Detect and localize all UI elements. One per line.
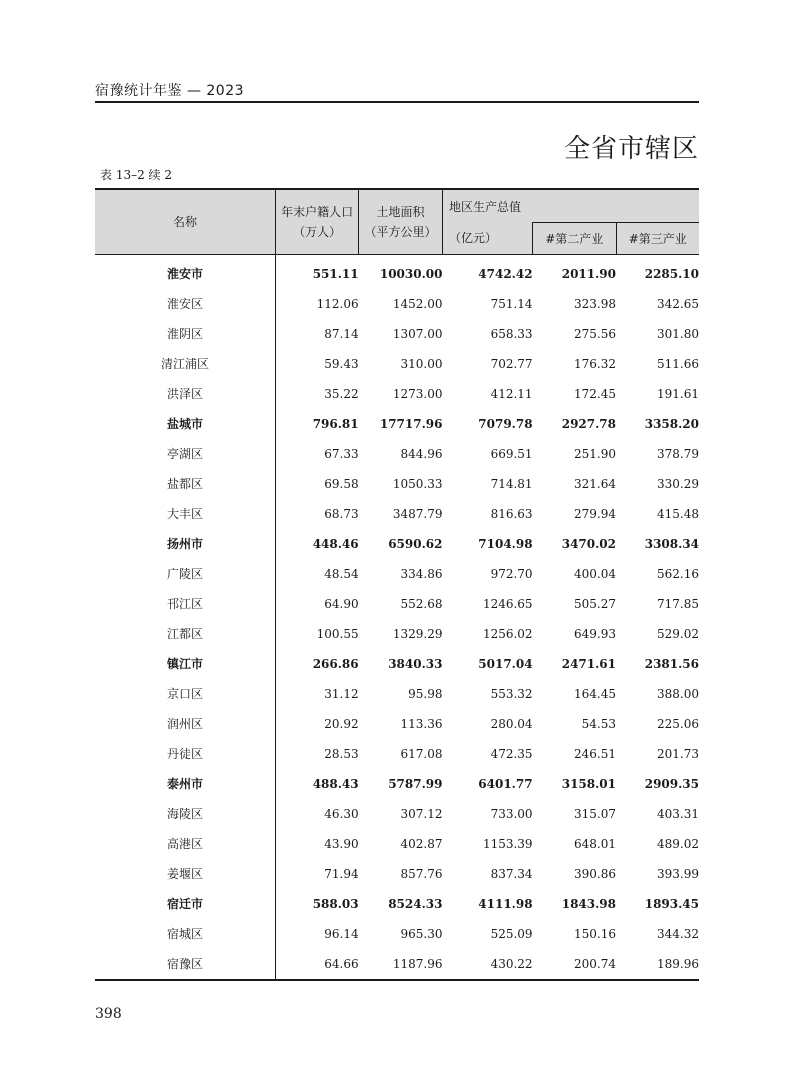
cell-gdp: 751.14	[490, 296, 533, 311]
cell-name: 润州区	[95, 709, 276, 739]
area-header-line2: （平方公里）	[364, 224, 437, 239]
table-body	[95, 254, 699, 980]
table-row	[95, 439, 699, 469]
cell-secondary: 2927.78	[561, 416, 616, 431]
cell-name: 洪泽区	[95, 379, 276, 409]
cell-secondary: 246.51	[574, 746, 616, 761]
column-header-population	[276, 189, 359, 254]
table-row	[95, 319, 699, 349]
cell-tertiary: 2909.35	[644, 776, 699, 791]
cell-population: 43.90	[324, 836, 359, 851]
cell-secondary: 275.56	[574, 326, 616, 341]
column-header-gdp-unit: （亿元）	[442, 223, 532, 255]
table-row	[95, 859, 699, 889]
cell-gdp: 525.09	[490, 926, 533, 941]
cell-tertiary: 489.02	[657, 836, 699, 851]
column-header-tertiary: #第三产业	[616, 223, 699, 255]
cell-gdp: 669.51	[490, 446, 533, 461]
cell-secondary: 2471.61	[561, 656, 616, 671]
cell-area: 3487.79	[392, 506, 443, 521]
statistics-table	[95, 188, 699, 981]
cell-area: 10030.00	[379, 266, 443, 281]
cell-tertiary: 393.99	[657, 866, 699, 881]
cell-gdp: 4742.42	[478, 266, 533, 281]
cell-area: 1050.33	[392, 476, 443, 491]
cell-population: 64.90	[324, 596, 359, 611]
cell-tertiary: 403.31	[657, 806, 699, 821]
cell-area: 402.87	[400, 836, 443, 851]
cell-area: 1273.00	[392, 386, 443, 401]
section-title: 全省市辖区	[563, 134, 699, 164]
cell-secondary: 649.93	[574, 626, 616, 641]
table-row-city	[95, 889, 699, 919]
cell-population: 20.92	[324, 716, 359, 731]
table-row	[95, 589, 699, 619]
cell-secondary: 54.53	[581, 716, 616, 731]
cell-gdp: 714.81	[490, 476, 533, 491]
cell-tertiary: 562.16	[657, 566, 699, 581]
cell-area: 8524.33	[388, 896, 443, 911]
cell-area: 334.86	[400, 566, 443, 581]
cell-area: 1307.00	[392, 326, 443, 341]
table-row	[95, 829, 699, 859]
cell-area: 844.96	[400, 446, 443, 461]
cell-gdp: 553.32	[490, 686, 533, 701]
cell-name: 镇江市	[95, 649, 276, 679]
cell-area: 965.30	[400, 926, 443, 941]
column-header-name: 名称	[95, 189, 276, 254]
population-header-line1: 年末户籍人口	[281, 204, 354, 219]
cell-name: 海陵区	[95, 799, 276, 829]
cell-name: 淮阴区	[95, 319, 276, 349]
cell-tertiary: 3358.20	[644, 416, 699, 431]
cell-name: 盐城市	[95, 409, 276, 439]
table-row-city	[95, 769, 699, 799]
cell-population: 87.14	[324, 326, 359, 341]
cell-population: 31.12	[324, 686, 359, 701]
cell-name: 宿迁市	[95, 889, 276, 919]
cell-name: 邗江区	[95, 589, 276, 619]
cell-gdp: 412.11	[490, 386, 533, 401]
cell-secondary: 321.64	[574, 476, 616, 491]
cell-tertiary: 415.48	[657, 506, 699, 521]
cell-secondary: 1843.98	[561, 896, 616, 911]
cell-population: 68.73	[324, 506, 359, 521]
cell-gdp: 1256.02	[482, 626, 533, 641]
cell-tertiary: 3308.34	[644, 536, 699, 551]
cell-gdp: 658.33	[490, 326, 533, 341]
cell-gdp: 5017.04	[478, 656, 533, 671]
cell-gdp: 430.22	[442, 949, 532, 980]
running-header: 宿豫统计年鉴 — 2023	[95, 83, 245, 99]
cell-secondary: 3470.02	[561, 536, 616, 551]
cell-name: 盐都区	[95, 469, 276, 499]
column-header-area	[359, 189, 443, 254]
cell-population: 551.11	[312, 266, 359, 281]
cell-name: 广陵区	[95, 559, 276, 589]
table-row-city	[95, 649, 699, 679]
cell-area: 3840.33	[388, 656, 443, 671]
cell-secondary: 172.45	[574, 386, 616, 401]
cell-population: 35.22	[324, 386, 359, 401]
table-header	[95, 189, 699, 254]
cell-name: 姜堰区	[95, 859, 276, 889]
cell-gdp: 280.04	[490, 716, 533, 731]
table-row	[95, 739, 699, 769]
cell-population: 448.46	[312, 536, 359, 551]
cell-tertiary: 717.85	[657, 596, 699, 611]
cell-name: 大丰区	[95, 499, 276, 529]
table-row	[95, 919, 699, 949]
cell-tertiary: 191.61	[657, 386, 699, 401]
cell-area: 1452.00	[392, 296, 443, 311]
cell-area: 1187.96	[359, 949, 443, 980]
cell-tertiary: 225.06	[657, 716, 699, 731]
cell-area: 307.12	[400, 806, 443, 821]
table-row	[95, 709, 699, 739]
cell-secondary: 390.86	[574, 866, 616, 881]
cell-tertiary: 1893.45	[644, 896, 699, 911]
cell-name: 泰州市	[95, 769, 276, 799]
cell-area: 617.08	[400, 746, 443, 761]
cell-name: 京口区	[95, 679, 276, 709]
cell-tertiary: 511.66	[657, 356, 699, 371]
cell-area: 6590.62	[388, 536, 443, 551]
table-row-city	[95, 529, 699, 559]
cell-tertiary: 330.29	[657, 476, 699, 491]
cell-name: 淮安市	[95, 254, 276, 289]
cell-area: 552.68	[400, 596, 443, 611]
cell-tertiary: 378.79	[657, 446, 699, 461]
cell-secondary: 176.32	[574, 356, 616, 371]
cell-gdp: 837.34	[490, 866, 533, 881]
cell-gdp: 7079.78	[478, 416, 533, 431]
table-row	[95, 799, 699, 829]
cell-tertiary: 2285.10	[644, 266, 699, 281]
table-row	[95, 349, 699, 379]
cell-gdp: 702.77	[490, 356, 533, 371]
cell-tertiary: 201.73	[657, 746, 699, 761]
population-header-line2: （万人）	[293, 224, 342, 239]
cell-population: 488.43	[312, 776, 359, 791]
cell-population: 59.43	[324, 356, 359, 371]
cell-name: 亭湖区	[95, 439, 276, 469]
cell-secondary: 2011.90	[561, 266, 616, 281]
table-row	[95, 949, 699, 980]
cell-area: 310.00	[400, 356, 443, 371]
cell-gdp: 7104.98	[478, 536, 533, 551]
cell-secondary: 323.98	[574, 296, 616, 311]
cell-secondary: 279.94	[574, 506, 616, 521]
cell-gdp: 733.00	[490, 806, 533, 821]
cell-gdp: 1246.65	[482, 596, 533, 611]
cell-secondary: 505.27	[574, 596, 616, 611]
cell-secondary: 3158.01	[561, 776, 616, 791]
cell-name: 江都区	[95, 619, 276, 649]
table-row	[95, 499, 699, 529]
cell-name: 清江浦区	[95, 349, 276, 379]
cell-population: 112.06	[316, 296, 359, 311]
column-header-gdp: 地区生产总值	[442, 189, 699, 223]
cell-area: 113.36	[400, 716, 443, 731]
cell-population: 64.66	[276, 949, 359, 980]
cell-tertiary: 189.96	[616, 949, 699, 980]
cell-population: 100.55	[316, 626, 359, 641]
cell-secondary: 200.74	[533, 949, 616, 980]
header-rule	[95, 101, 699, 103]
cell-population: 96.14	[324, 926, 359, 941]
cell-tertiary: 301.80	[657, 326, 699, 341]
page-number: 398	[95, 1006, 122, 1022]
cell-secondary: 648.01	[574, 836, 616, 851]
cell-name: 丹徒区	[95, 739, 276, 769]
table-caption: 表 13–2 续 2	[100, 168, 172, 182]
table-row	[95, 289, 699, 319]
column-header-secondary: #第二产业	[533, 223, 616, 255]
cell-population: 69.58	[324, 476, 359, 491]
table-row	[95, 559, 699, 589]
cell-population: 28.53	[324, 746, 359, 761]
cell-gdp: 1153.39	[482, 836, 533, 851]
cell-population: 796.81	[312, 416, 359, 431]
cell-secondary: 400.04	[574, 566, 616, 581]
cell-population: 266.86	[312, 656, 359, 671]
cell-secondary: 164.45	[574, 686, 616, 701]
cell-tertiary: 529.02	[657, 626, 699, 641]
cell-area: 17717.96	[379, 416, 443, 431]
cell-tertiary: 342.65	[657, 296, 699, 311]
cell-tertiary: 388.00	[657, 686, 699, 701]
cell-population: 48.54	[324, 566, 359, 581]
cell-name: 扬州市	[95, 529, 276, 559]
table-row	[95, 679, 699, 709]
cell-gdp: 972.70	[490, 566, 533, 581]
cell-gdp: 4111.98	[478, 896, 533, 911]
cell-gdp: 472.35	[490, 746, 533, 761]
cell-secondary: 150.16	[574, 926, 616, 941]
area-header-line1: 土地面积	[376, 204, 425, 219]
table-row	[95, 619, 699, 649]
cell-area: 95.98	[408, 686, 443, 701]
cell-secondary: 251.90	[574, 446, 616, 461]
cell-area: 857.76	[400, 866, 443, 881]
cell-population: 67.33	[324, 446, 359, 461]
cell-population: 71.94	[324, 866, 359, 881]
table-row	[95, 379, 699, 409]
table-row-city	[95, 254, 699, 289]
cell-name: 高港区	[95, 829, 276, 859]
cell-population: 588.03	[312, 896, 359, 911]
cell-name: 淮安区	[95, 289, 276, 319]
table-row	[95, 469, 699, 499]
cell-name: 宿城区	[95, 919, 276, 949]
cell-name: 宿豫区	[95, 949, 276, 980]
cell-secondary: 315.07	[574, 806, 616, 821]
table-row-city	[95, 409, 699, 439]
cell-tertiary: 344.32	[657, 926, 699, 941]
cell-gdp: 816.63	[490, 506, 533, 521]
cell-gdp: 6401.77	[478, 776, 533, 791]
cell-area: 5787.99	[388, 776, 443, 791]
cell-tertiary: 2381.56	[644, 656, 699, 671]
cell-population: 46.30	[324, 806, 359, 821]
cell-area: 1329.29	[392, 626, 443, 641]
